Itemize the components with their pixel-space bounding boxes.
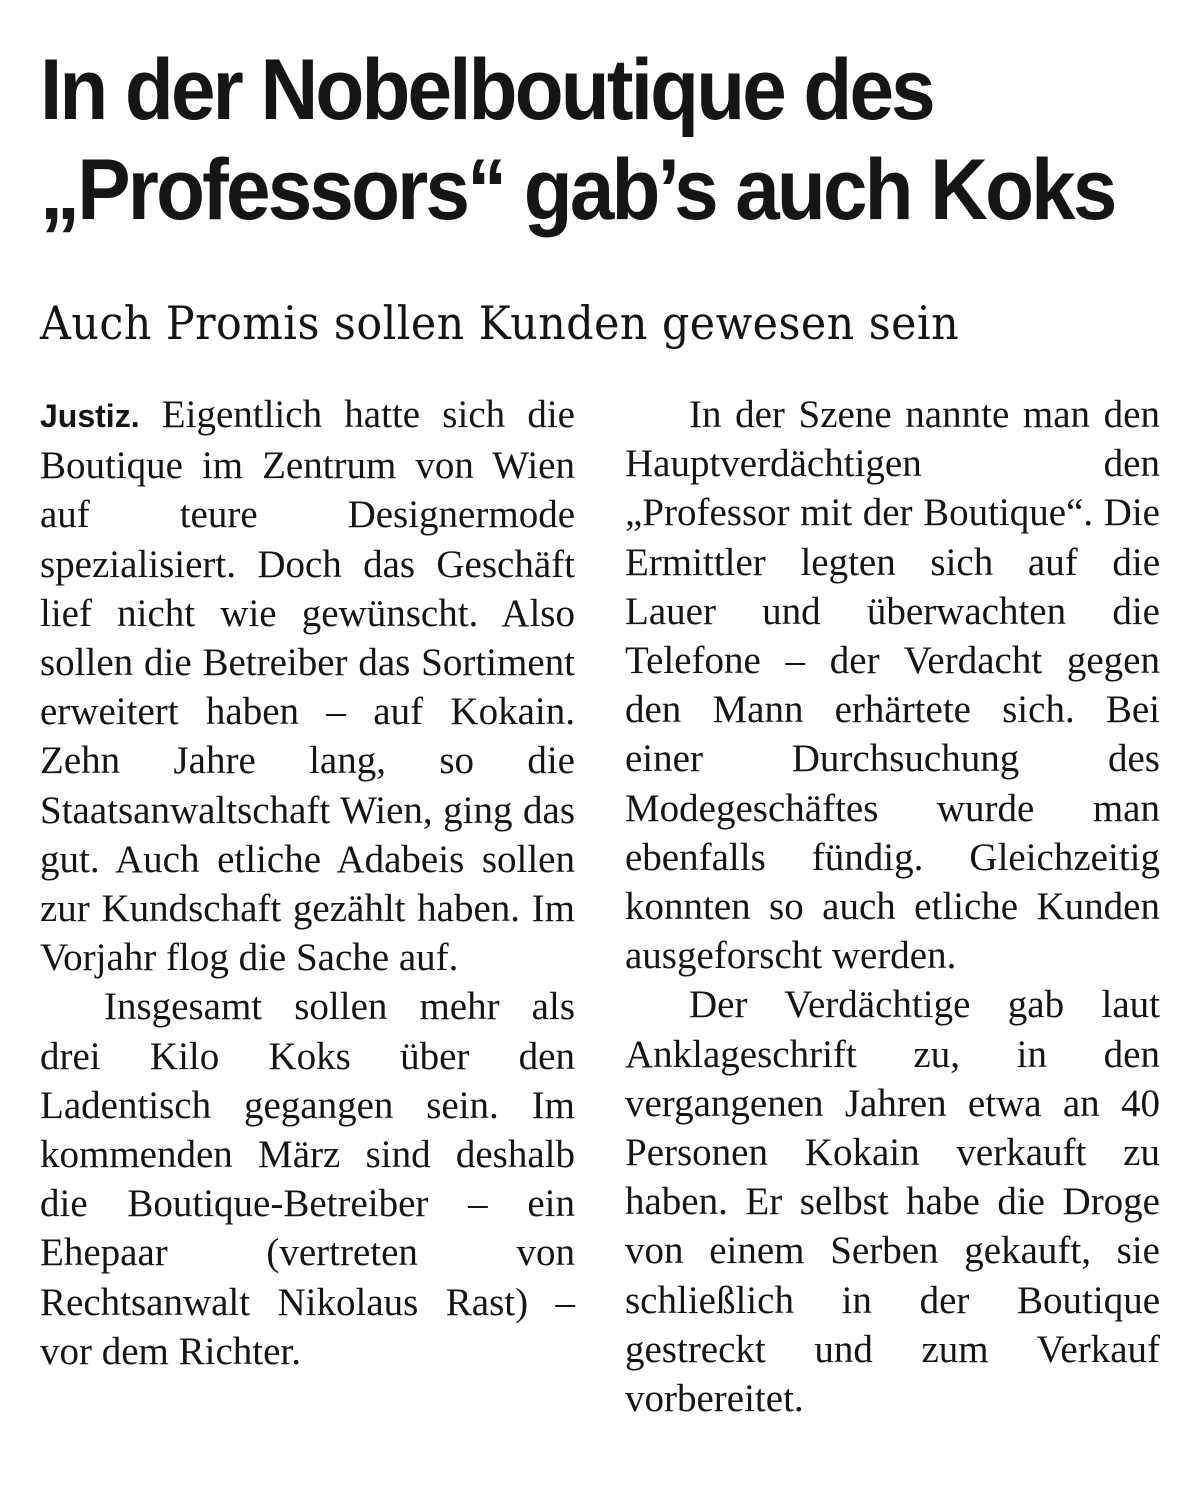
article-column-right — [625, 390, 1160, 1423]
paragraph-text: Eigentlich hatte sich die Boutique im Zentrum von Wien auf teure Designermode spezialisiert. Doch das Geschäft lief nicht wie gewünscht. Also sollen die Betreiber das Sortiment erweitert haben – auf Kokain. Zehn Jahre lang, so die Staatsanwaltschaft Wien, ging das gut. Auch etliche Adabeis sollen zur Kundschaft gezählt haben. Im Vorjahr flog die Sache auf. — [40, 393, 575, 980]
paragraph: Der Verdächtige gab laut Anklageschrift zu, in den vergangenen Jahren etwa an 40 Personen Kokain verkauft zu haben. Er selbst habe die Droge von einem Serben gekauft, sie schließlich in der Boutique gestreckt und zum Verkauf vorbereitet. — [625, 983, 1160, 1421]
headline — [40, 40, 1115, 240]
section-kicker: Justiz. — [40, 398, 140, 434]
subheadline: Auch Promis sollen Kunden gewesen sein — [40, 296, 960, 350]
headline-line-1: In der Nobelboutique des — [40, 42, 933, 138]
paragraph: Insgesamt sollen mehr als drei Kilo Koks über den Ladentisch gegangen sein. Im kommenden März sind deshalb die Boutique-Betreiber – ein Ehepaar (vertreten von Rechtsanwalt Nikolaus Rast) – vor dem Richter. — [40, 985, 575, 1373]
paragraph: In der Szene nannte man den Hauptverdächtigen den „Professor mit der Boutique“. Die Ermittler legten sich auf die Lauer und überwachten die Telefone – der Verdacht gegen den Mann erhärtete sich. Bei einer Durchsuchung des Modegeschäftes wurde man ebenfalls fündig. Gleichzeitig konnten so auch etliche Kunden ausgeforscht werden. — [625, 393, 1160, 978]
headline-line-2: „Professors“ gab’s auch Koks — [40, 142, 1115, 238]
paragraph — [40, 390, 575, 982]
article-column-left — [40, 390, 575, 1376]
